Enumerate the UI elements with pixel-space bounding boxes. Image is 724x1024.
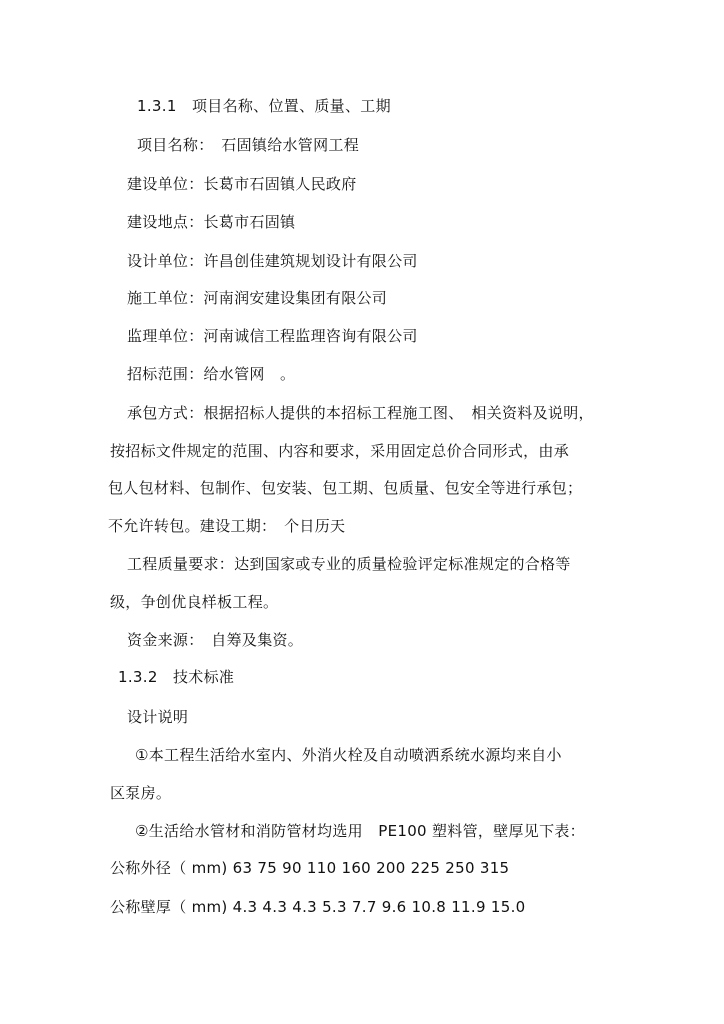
quality-line-1: 工程质量要求：达到国家或专业的质量检验评定标准规定的合格等 bbox=[127, 555, 571, 573]
section-heading-1-3-2: 1.3.2 技术标准 bbox=[118, 668, 235, 686]
bid-scope-line: 招标范围：给水管网 。 bbox=[127, 365, 296, 383]
supervisor-line: 监理单位：河南诚信工程监理咨询有限公司 bbox=[127, 327, 418, 345]
section-heading-1-3-1: 1.3.1 项目名称、位置、质量、工期 bbox=[137, 97, 391, 115]
contract-mode-line-3: 包人包材料、包制作、包安装、包工期、包质量、包安全等进行承包； bbox=[108, 479, 583, 497]
project-name-line: 项目名称： 石固镇给水管网工程 bbox=[137, 136, 360, 154]
client-line: 建设单位：长葛市石固镇人民政府 bbox=[127, 175, 357, 193]
contract-mode-line-1: 承包方式：根据招标人提供的本招标工程施工图、 相关资料及说明， bbox=[127, 404, 594, 422]
contract-mode-line-4: 不允许转包。建设工期： 个日历天 bbox=[108, 517, 346, 535]
outer-diameter-row: 公称外径（ mm) 63 75 90 110 160 200 225 250 315 bbox=[110, 859, 510, 877]
funding-line: 资金来源： 自筹及集资。 bbox=[127, 631, 304, 649]
contractor-line: 施工单位：河南润安建设集团有限公司 bbox=[127, 289, 388, 307]
design-notes-heading: 设计说明 bbox=[127, 708, 189, 726]
note-1-line-1: ①本工程生活给水室内、外消火栓及自动喷洒系统水源均来自小 bbox=[135, 746, 562, 764]
contract-mode-line-2: 按招标文件规定的范围、内容和要求，采用固定总价合同形式，由承 bbox=[110, 442, 570, 460]
note-2-line-1: ②生活给水管材和消防管材均选用 PE100 塑料管，壁厚见下表： bbox=[135, 822, 585, 840]
designer-line: 设计单位：许昌创佳建筑规划设计有限公司 bbox=[127, 252, 418, 270]
note-1-line-2: 区泵房。 bbox=[110, 784, 172, 802]
wall-thickness-row: 公称壁厚（ mm) 4.3 4.3 4.3 5.3 7.7 9.6 10.8 11.9 15.0 bbox=[110, 898, 526, 916]
quality-line-2: 级，争创优良样板工程。 bbox=[110, 593, 279, 611]
location-line: 建设地点：长葛市石固镇 bbox=[127, 213, 296, 231]
